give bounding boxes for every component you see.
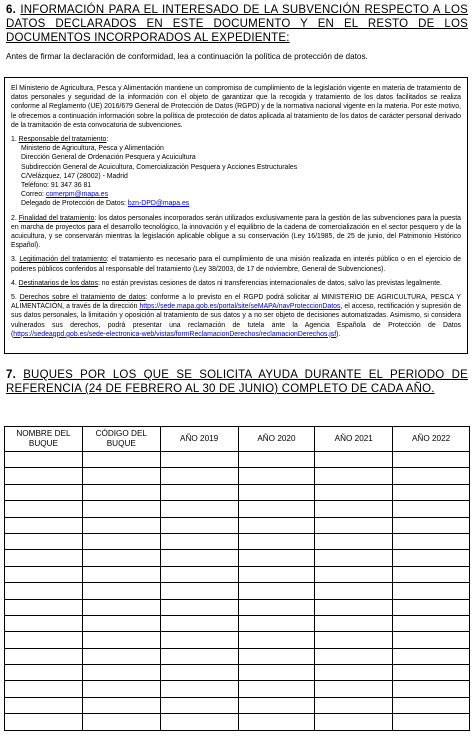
table-cell[interactable]	[238, 550, 315, 566]
table-cell[interactable]	[5, 697, 83, 713]
table-cell[interactable]	[315, 615, 393, 631]
table-cell[interactable]	[238, 714, 315, 730]
table-cell[interactable]	[82, 665, 160, 681]
table-cell[interactable]	[393, 468, 470, 484]
rights-text-a: : conforme a lo previsto en el RGPD podrá solicitar al MINISTERIO DE AGRICULTURA, PESCA Y ALIMENTACIÓN, a través de la dirección	[11, 294, 461, 311]
table-cell[interactable]	[160, 468, 238, 484]
table-cell[interactable]	[82, 566, 160, 582]
table-row	[5, 697, 470, 713]
table-cell[interactable]	[82, 517, 160, 533]
table-cell[interactable]	[393, 566, 470, 582]
table-cell[interactable]	[315, 714, 393, 730]
section-6-title	[6, 3, 468, 45]
table-row	[5, 468, 470, 484]
dpd-email-link[interactable]: bzn-DPD@mapa.es	[127, 200, 190, 208]
table-cell[interactable]	[238, 452, 315, 468]
table-cell[interactable]	[160, 648, 238, 664]
table-cell[interactable]	[160, 714, 238, 730]
table-cell[interactable]	[5, 599, 83, 615]
table-cell[interactable]	[238, 501, 315, 517]
table-cell[interactable]	[315, 681, 393, 697]
purpose-label: Finalidad del tratamiento	[18, 214, 95, 222]
table-cell[interactable]	[393, 714, 470, 730]
table-cell[interactable]	[238, 517, 315, 533]
table-cell[interactable]	[160, 517, 238, 533]
table-cell[interactable]	[315, 648, 393, 664]
email-label: Correo:	[21, 191, 46, 199]
column-header-year-2020: AÑO 2020	[238, 427, 315, 452]
table-cell[interactable]	[5, 550, 83, 566]
table-cell[interactable]	[393, 452, 470, 468]
purpose-number: 2.	[11, 214, 17, 222]
table-cell[interactable]	[160, 501, 238, 517]
responsible-line: Ministerio de Agricultura, Pesca y Alimentación	[21, 145, 164, 153]
column-header-vessel-code: CÓDIGO DEL BUQUE	[82, 427, 160, 452]
table-cell[interactable]	[315, 583, 393, 599]
table-cell[interactable]	[82, 681, 160, 697]
table-cell[interactable]	[393, 550, 470, 566]
table-cell[interactable]	[238, 632, 315, 648]
table-row	[5, 583, 470, 599]
table-cell[interactable]	[393, 599, 470, 615]
vessels-table	[4, 426, 470, 731]
table-cell[interactable]	[315, 697, 393, 713]
table-cell[interactable]	[238, 681, 315, 697]
table-cell[interactable]	[5, 648, 83, 664]
responsible-line: Teléfono: 91 347 36 81	[21, 182, 92, 190]
rights-text-c: ).	[336, 330, 341, 338]
table-cell[interactable]	[5, 452, 83, 468]
table-cell[interactable]	[5, 681, 83, 697]
table-cell[interactable]	[238, 583, 315, 599]
recipients-label: Destinatarios de los datos	[18, 279, 98, 287]
recipients-number: 4.	[11, 279, 17, 287]
table-cell[interactable]	[315, 599, 393, 615]
table-cell[interactable]	[160, 583, 238, 599]
table-cell[interactable]	[82, 501, 160, 517]
table-cell[interactable]	[315, 501, 393, 517]
column-header-year-2021: AÑO 2021	[315, 427, 393, 452]
table-row	[5, 566, 470, 582]
table-cell[interactable]	[393, 583, 470, 599]
responsible-details	[21, 144, 461, 208]
rights-number: 5.	[11, 294, 17, 302]
table-cell[interactable]	[82, 714, 160, 730]
table-cell[interactable]	[315, 484, 393, 500]
table-cell[interactable]	[160, 697, 238, 713]
table-cell[interactable]	[315, 533, 393, 549]
table-cell[interactable]	[5, 615, 83, 631]
email-link[interactable]: comerpm@mapa.es	[45, 191, 109, 199]
table-cell[interactable]	[393, 517, 470, 533]
table-cell[interactable]	[82, 648, 160, 664]
section-7-number: 7.	[6, 369, 16, 381]
table-cell[interactable]	[238, 599, 315, 615]
table-row	[5, 484, 470, 500]
section-6-number: 6.	[6, 4, 16, 16]
table-cell[interactable]	[82, 533, 160, 549]
section-7-heading: BUQUES POR LOS QUE SE SOLICITA AYUDA DURANTE EL PERIODO DE REFERENCIA (24 DE FEBRERO AL 30 DE JUNIO) COMPLETO DE CADA AÑO.	[6, 369, 468, 395]
table-cell[interactable]	[160, 566, 238, 582]
responsible-line: C/Velázquez, 147 (28002) - Madrid	[21, 172, 128, 180]
table-row	[5, 599, 470, 615]
table-cell[interactable]	[238, 566, 315, 582]
rights-label: Derechos sobre el tratamiento de datos	[19, 294, 146, 302]
column-header-year-2022: AÑO 2022	[393, 427, 470, 452]
table-cell[interactable]	[393, 533, 470, 549]
table-cell[interactable]	[5, 484, 83, 500]
purpose-text: : los datos personales incorporados serán utilizados exclusivamente para la gestión de las subvenciones para la puesta en marcha de proyectos para el desarrollo tecnológico, la innovación y el equilibrio de la cadena de comercialización en el sector pesquero y de la acuicultura, y se conservarán mientras la legislación aplicable obligue a su conservación (Ley 16/1985, de 25 de junio, del Patrimonio Histórico Español).	[11, 214, 461, 250]
responsible-block	[11, 135, 461, 209]
table-row	[5, 615, 470, 631]
table-cell[interactable]	[5, 632, 83, 648]
table-row	[5, 648, 470, 664]
table-cell[interactable]	[5, 714, 83, 730]
table-cell[interactable]	[393, 697, 470, 713]
table-cell[interactable]	[160, 533, 238, 549]
responsible-line: Subdirección General de Acuicultura, Comercialización Pesquera y Acciones Estructurales	[21, 163, 298, 171]
table-cell[interactable]	[315, 632, 393, 648]
table-cell[interactable]	[315, 452, 393, 468]
table-cell[interactable]	[393, 632, 470, 648]
table-cell[interactable]	[238, 665, 315, 681]
table-cell[interactable]	[82, 583, 160, 599]
table-cell[interactable]	[160, 615, 238, 631]
section-6-heading: INFORMACIÓN PARA EL INTERESADO DE LA SUBVENCIÓN RESPECTO A LOS DATOS DECLARADOS EN ESTE DOCUMENTO Y EN EL RESTO DE LOS DOCUMENTOS INCORPORADOS AL EXPEDIENTE:	[6, 4, 468, 44]
table-row	[5, 452, 470, 468]
table-cell[interactable]	[82, 468, 160, 484]
data-protection-box	[4, 77, 468, 354]
table-cell[interactable]	[160, 665, 238, 681]
table-cell[interactable]	[238, 468, 315, 484]
table-cell[interactable]	[160, 681, 238, 697]
table-row	[5, 665, 470, 681]
table-cell[interactable]	[315, 468, 393, 484]
table-cell[interactable]	[315, 665, 393, 681]
section-6-intro: Antes de firmar la declaración de conformidad, lea a continuación la política de protección de datos.	[6, 52, 368, 61]
table-cell[interactable]	[5, 468, 83, 484]
recipients-text: : no están previstas cesiones de datos ni transferencias internacionales de datos, salvo las previstas legalmente.	[97, 279, 442, 287]
table-cell[interactable]	[160, 452, 238, 468]
table-cell[interactable]	[393, 484, 470, 500]
column-header-vessel-name: NOMBRE DEL BUQUE	[5, 427, 83, 452]
table-cell[interactable]	[82, 550, 160, 566]
table-cell[interactable]	[315, 550, 393, 566]
table-cell[interactable]	[393, 665, 470, 681]
table-cell[interactable]	[238, 615, 315, 631]
table-cell[interactable]	[5, 583, 83, 599]
responsible-label: Responsable del tratamiento	[18, 136, 107, 144]
legitimation-number: 3.	[11, 256, 17, 264]
legitimation-text: : el tratamiento es necesario para el cumplimiento de una misión realizada en interés público o en el ejercicio de poderes públicos conferidos al responsable del tratamiento (Ley 38/2003, de 17 de noviembre, General de Subvenciones).	[11, 256, 461, 273]
table-cell[interactable]	[5, 665, 83, 681]
table-cell[interactable]	[82, 697, 160, 713]
table-cell[interactable]	[5, 566, 83, 582]
table-row	[5, 533, 470, 549]
table-cell[interactable]	[5, 533, 83, 549]
table-cell[interactable]	[5, 501, 83, 517]
table-cell[interactable]	[82, 484, 160, 500]
table-cell[interactable]	[393, 501, 470, 517]
table-cell[interactable]	[393, 615, 470, 631]
table-row	[5, 632, 470, 648]
table-cell[interactable]	[160, 484, 238, 500]
table-header-row	[5, 427, 470, 452]
recipients-paragraph	[11, 279, 461, 288]
section-7-title	[6, 368, 468, 396]
table-cell[interactable]	[82, 615, 160, 631]
dpd-label: Delegado de Protección de Datos:	[21, 200, 128, 208]
rights-mapa-link[interactable]: https://sede.mapa.gob.es/portal/site/seMAPA/navProteccionDatos	[139, 303, 341, 311]
table-cell[interactable]	[315, 566, 393, 582]
responsible-colon: :	[106, 136, 109, 144]
table-cell[interactable]	[238, 697, 315, 713]
table-row	[5, 501, 470, 517]
table-cell[interactable]	[393, 648, 470, 664]
column-header-year-2019: AÑO 2019	[160, 427, 238, 452]
table-cell[interactable]	[5, 517, 83, 533]
table-row	[5, 714, 470, 730]
dpd-line	[21, 199, 461, 208]
table-cell[interactable]	[238, 484, 315, 500]
table-cell[interactable]	[160, 632, 238, 648]
table-cell[interactable]	[315, 517, 393, 533]
table-cell[interactable]	[82, 452, 160, 468]
responsible-number: 1.	[11, 136, 17, 144]
legitimation-label: Legitimación del tratamiento	[19, 256, 107, 264]
rights-paragraph	[11, 293, 461, 339]
rights-agpd-link[interactable]: https://sedeagpd.gob.es/sede-electronica-web/vistas/formReclamacionDerechos/reclamacionDerechos.jsf	[13, 330, 337, 338]
table-row	[5, 681, 470, 697]
policy-paragraph: El Ministerio de Agricultura, Pesca y Alimentación mantiene un compromiso de cumplimiento de la legislación vigente en materia de tratamiento de datos personales y seguridad de la información con el objeto de garantizar que la recogida y tratamiento de los datos facilitados se realiza conforme al Reglamento (UE) 2016/679 General de Protección de Datos (RGPD) y de la normativa nacional vigente en la materia. Por este motivo, le ofrecemos a continuación información sobre la política de protección de datos aplicada al tratamiento de los datos de carácter personal derivado de la tramitación de esta convocatoria de subvenciones.	[11, 85, 461, 129]
table-cell[interactable]	[82, 632, 160, 648]
table-cell[interactable]	[160, 599, 238, 615]
table-cell[interactable]	[82, 599, 160, 615]
responsible-line: Dirección General de Ordenación Pesquera y Acuicultura	[21, 154, 196, 162]
purpose-paragraph	[11, 214, 461, 251]
table-cell[interactable]	[160, 550, 238, 566]
email-line	[21, 190, 461, 199]
table-row	[5, 550, 470, 566]
table-cell[interactable]	[238, 648, 315, 664]
table-row	[5, 517, 470, 533]
legitimation-paragraph	[11, 255, 461, 273]
table-cell[interactable]	[238, 533, 315, 549]
rights-text-b: , el acceso, rectificación y supresión de sus datos personales, la limitación y oposición al tratamiento de sus datos y a no ser objeto de decisiones automatizadas. Asimismo, si considera vulnerados sus derechos, podrá presentar una reclamación de tutela ante la Agencia Española de Protección de Datos (	[11, 303, 461, 338]
table-cell[interactable]	[393, 681, 470, 697]
